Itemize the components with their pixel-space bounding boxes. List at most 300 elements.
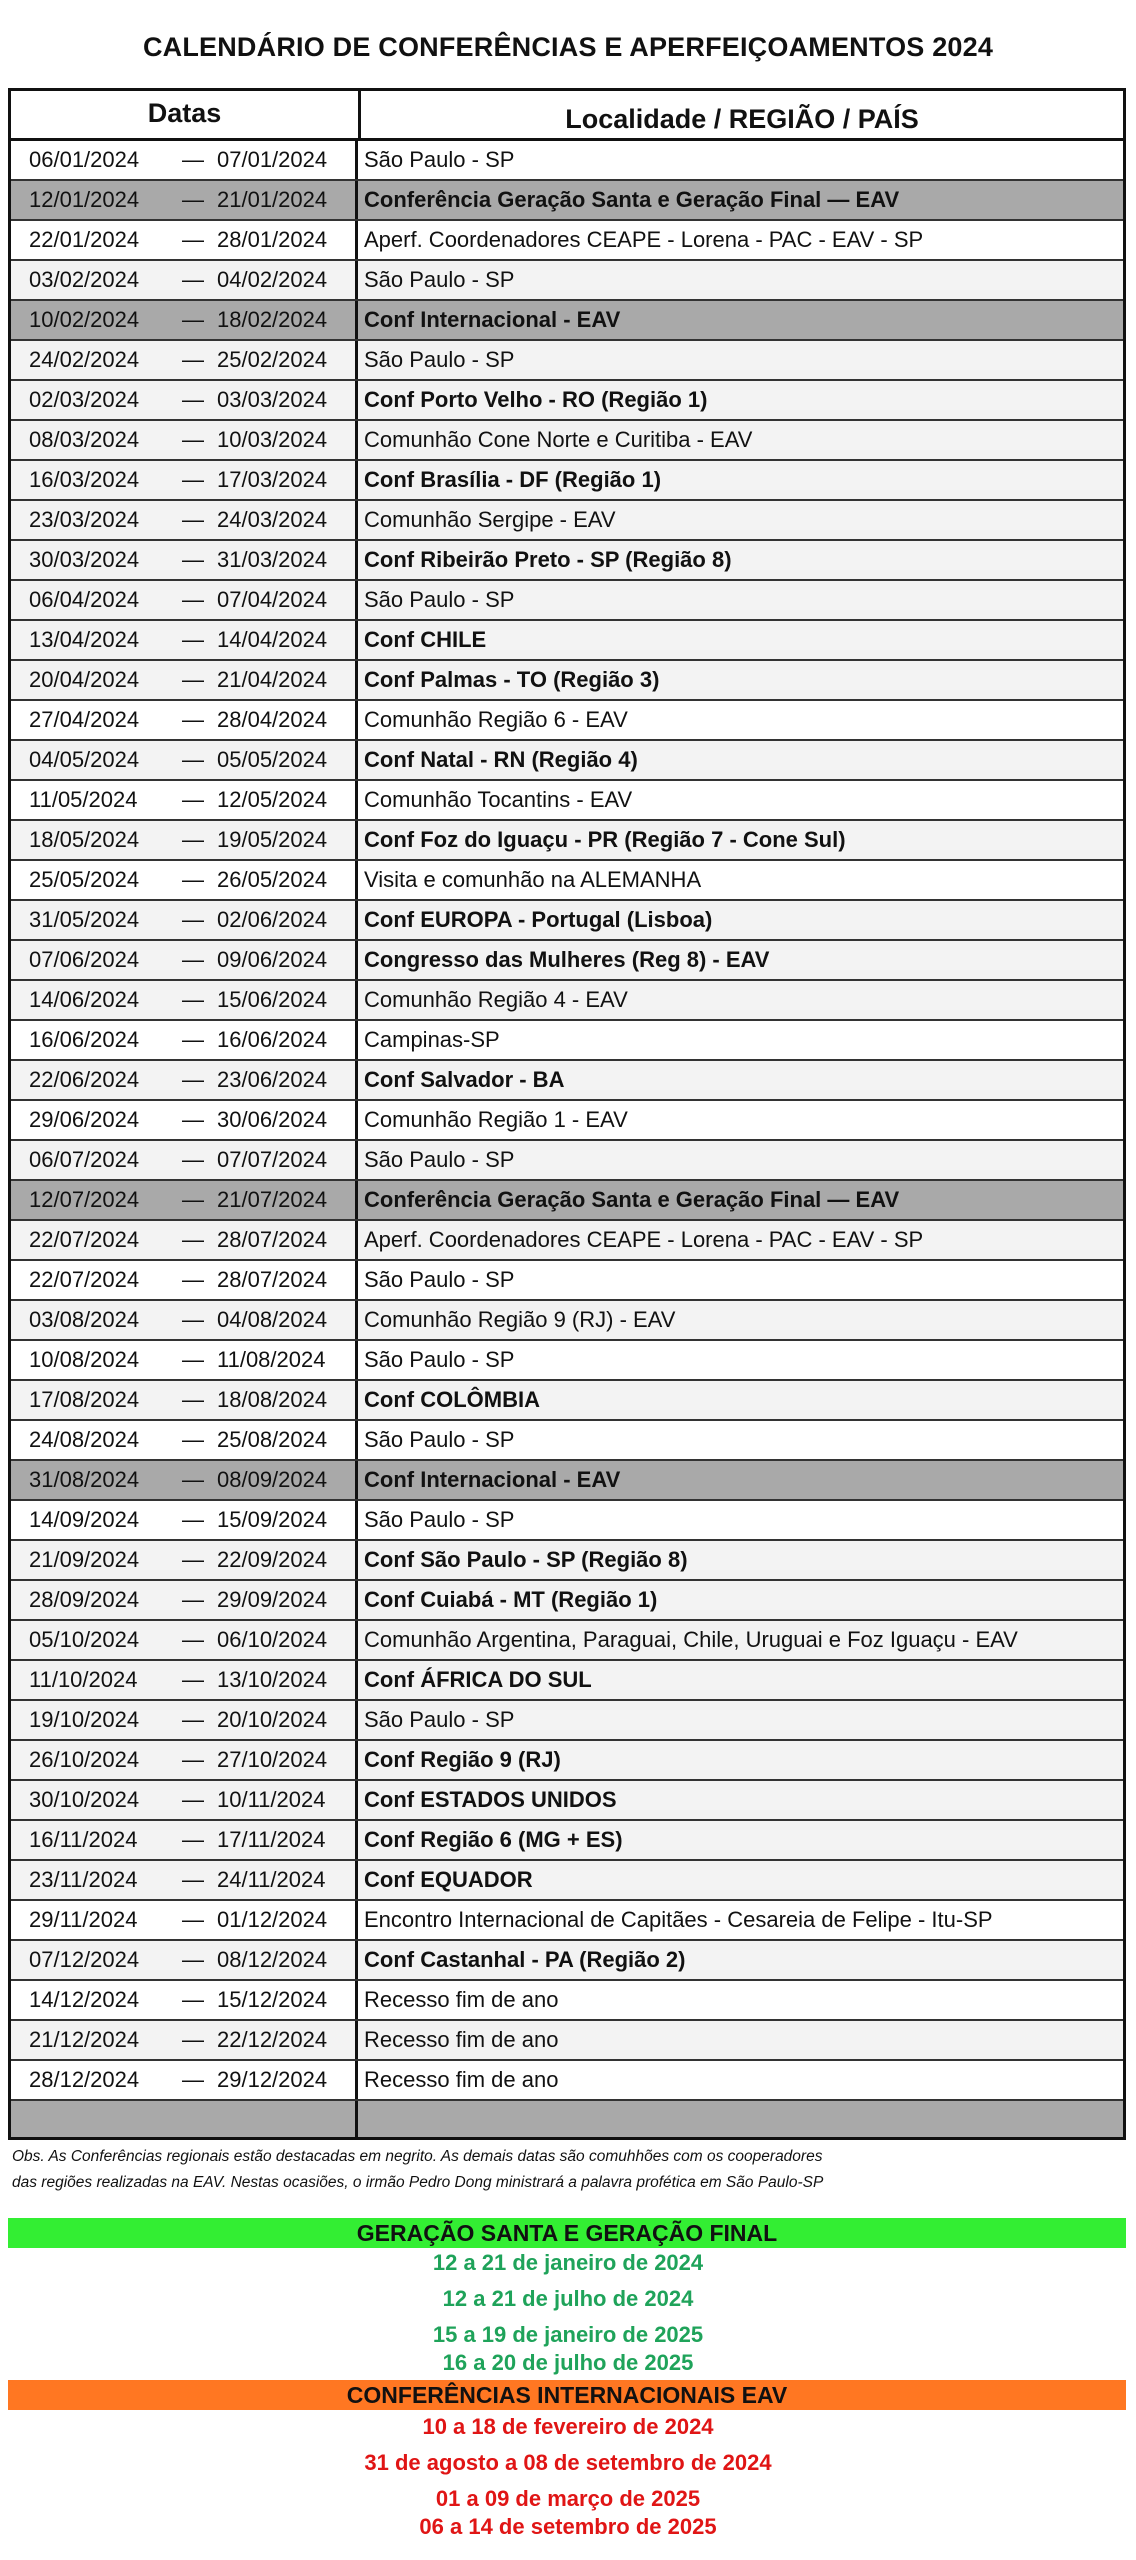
end-date: 22/12/2024 bbox=[217, 2027, 328, 2052]
start-date: 12/07/2024 bbox=[29, 1187, 140, 1212]
location-cell: Recesso fim de ano bbox=[364, 2067, 559, 2092]
date-cell bbox=[11, 821, 358, 859]
location-cell: Comunhão Região 1 - EAV bbox=[364, 1107, 628, 1132]
date-separator: — bbox=[182, 787, 204, 812]
table-row bbox=[11, 261, 1123, 301]
table-row bbox=[11, 221, 1123, 261]
start-date: 12/01/2024 bbox=[29, 187, 140, 212]
end-date: 24/11/2024 bbox=[217, 1867, 326, 1892]
start-date: 14/06/2024 bbox=[29, 987, 140, 1012]
date-cell bbox=[11, 1461, 358, 1499]
location-cell: São Paulo - SP bbox=[364, 1707, 515, 1732]
location-cell: Conferência Geração Santa e Geração Final — EAV bbox=[364, 1187, 900, 1212]
date-cell bbox=[11, 621, 358, 659]
end-date: 25/02/2024 bbox=[217, 347, 328, 372]
start-date: 16/03/2024 bbox=[29, 467, 140, 492]
location-cell: Comunhão Tocantins - EAV bbox=[364, 787, 633, 812]
geracao-date: 15 a 19 de janeiro de 2025 bbox=[432, 2322, 704, 2347]
table-footer-row bbox=[11, 2101, 1123, 2137]
observation-line: Obs. As Conferências regionais estão destacadas em negrito. As demais datas são comuhhões com os cooperadores bbox=[12, 2148, 823, 2165]
start-date: 02/03/2024 bbox=[29, 387, 140, 412]
date-separator: — bbox=[182, 147, 204, 172]
location-cell: São Paulo - SP bbox=[364, 267, 515, 292]
table-row bbox=[11, 1341, 1123, 1381]
date-cell bbox=[11, 1981, 358, 2019]
table-row bbox=[11, 1261, 1123, 1301]
end-date: 07/04/2024 bbox=[217, 587, 328, 612]
date-separator: — bbox=[182, 1787, 204, 1812]
start-date: 27/04/2024 bbox=[29, 707, 140, 732]
start-date: 06/07/2024 bbox=[29, 1147, 140, 1172]
end-date: 08/09/2024 bbox=[217, 1467, 328, 1492]
date-separator: — bbox=[182, 947, 204, 972]
start-date: 16/11/2024 bbox=[29, 1827, 138, 1852]
end-date: 14/04/2024 bbox=[217, 627, 328, 652]
page-title: CALENDÁRIO DE CONFERÊNCIAS E APERFEIÇOAMENTOS 2024 bbox=[142, 32, 994, 62]
start-date: 24/02/2024 bbox=[29, 347, 140, 372]
end-date: 10/03/2024 bbox=[217, 427, 328, 452]
table-row bbox=[11, 1741, 1123, 1781]
start-date: 29/11/2024 bbox=[29, 1907, 138, 1932]
table-row bbox=[11, 581, 1123, 621]
date-separator: — bbox=[182, 1907, 204, 1932]
table-row bbox=[11, 781, 1123, 821]
location-cell: Conf Ribeirão Preto - SP (Região 8) bbox=[364, 547, 732, 572]
location-cell: Conf Brasília - DF (Região 1) bbox=[364, 467, 662, 492]
start-date: 20/04/2024 bbox=[29, 667, 140, 692]
end-date: 21/07/2024 bbox=[217, 1187, 328, 1212]
end-date: 19/05/2024 bbox=[217, 827, 328, 852]
start-date: 07/06/2024 bbox=[29, 947, 140, 972]
location-cell: Conf Cuiabá - MT (Região 1) bbox=[364, 1587, 658, 1612]
start-date: 14/12/2024 bbox=[29, 1987, 140, 2012]
date-cell bbox=[11, 1781, 358, 1819]
header-location: Localidade / REGIÃO / PAÍS bbox=[565, 104, 919, 134]
date-separator: — bbox=[182, 1107, 204, 1132]
date-separator: — bbox=[182, 667, 204, 692]
end-date: 28/04/2024 bbox=[217, 707, 328, 732]
date-cell bbox=[11, 1301, 358, 1339]
location-cell: Conf EQUADOR bbox=[364, 1867, 533, 1892]
geracao-date: 12 a 21 de janeiro de 2024 bbox=[432, 2250, 704, 2275]
date-separator: — bbox=[182, 467, 204, 492]
location-cell: Conferência Geração Santa e Geração Final — EAV bbox=[364, 187, 900, 212]
end-date: 09/06/2024 bbox=[217, 947, 328, 972]
table-row bbox=[11, 821, 1123, 861]
date-separator: — bbox=[182, 1667, 204, 1692]
date-separator: — bbox=[182, 747, 204, 772]
date-separator: — bbox=[182, 1827, 204, 1852]
date-cell bbox=[11, 141, 358, 179]
date-cell bbox=[11, 1341, 358, 1379]
location-cell: Aperf. Coordenadores CEAPE - Lorena - PAC - EAV - SP bbox=[364, 227, 924, 252]
date-cell bbox=[11, 461, 358, 499]
start-date: 29/06/2024 bbox=[29, 1107, 140, 1132]
location-cell: Conf São Paulo - SP (Região 8) bbox=[364, 1547, 688, 1572]
date-separator: — bbox=[182, 2067, 204, 2092]
table-row bbox=[11, 141, 1123, 181]
observation-line: das regiões realizadas na EAV. Nestas ocasiões, o irmão Pedro Dong ministrará a palavra profética em São Paulo-SP bbox=[12, 2174, 824, 2191]
end-date: 29/12/2024 bbox=[217, 2067, 328, 2092]
end-date: 16/06/2024 bbox=[217, 1027, 328, 1052]
end-date: 29/09/2024 bbox=[217, 1587, 328, 1612]
table-row bbox=[11, 1061, 1123, 1101]
start-date: 24/08/2024 bbox=[29, 1427, 140, 1452]
date-cell bbox=[11, 701, 358, 739]
start-date: 21/09/2024 bbox=[29, 1547, 140, 1572]
date-separator: — bbox=[182, 347, 204, 372]
end-date: 18/08/2024 bbox=[217, 1387, 328, 1412]
table-row bbox=[11, 1661, 1123, 1701]
date-separator: — bbox=[182, 1627, 204, 1652]
date-cell bbox=[11, 1181, 358, 1219]
date-separator: — bbox=[182, 1387, 204, 1412]
date-cell bbox=[11, 181, 358, 219]
location-cell: Conf Palmas - TO (Região 3) bbox=[364, 667, 660, 692]
table-row bbox=[11, 701, 1123, 741]
date-cell bbox=[11, 1541, 358, 1579]
table-header bbox=[11, 91, 1123, 141]
date-cell bbox=[11, 341, 358, 379]
date-cell bbox=[11, 581, 358, 619]
date-separator: — bbox=[182, 987, 204, 1012]
location-cell: Conf COLÔMBIA bbox=[364, 1387, 540, 1412]
table-row bbox=[11, 1541, 1123, 1581]
date-separator: — bbox=[182, 427, 204, 452]
date-separator: — bbox=[182, 1067, 204, 1092]
end-date: 21/01/2024 bbox=[217, 187, 328, 212]
location-cell: São Paulo - SP bbox=[364, 1427, 515, 1452]
geracao-date: 12 a 21 de julho de 2024 bbox=[442, 2286, 694, 2311]
internacional-date: 31 de agosto a 08 de setembro de 2024 bbox=[364, 2450, 772, 2475]
table-row bbox=[11, 461, 1123, 501]
location-cell: Comunhão Região 6 - EAV bbox=[364, 707, 628, 732]
date-cell bbox=[11, 901, 358, 939]
footer-cell-location bbox=[358, 2101, 1123, 2137]
start-date: 23/03/2024 bbox=[29, 507, 140, 532]
table-row bbox=[11, 381, 1123, 421]
location-cell: Conf Castanhal - PA (Região 2) bbox=[364, 1947, 686, 1972]
date-cell bbox=[11, 1741, 358, 1779]
location-cell: Comunhão Argentina, Paraguai, Chile, Uruguai e Foz Iguaçu - EAV bbox=[364, 1627, 1018, 1652]
end-date: 28/07/2024 bbox=[217, 1267, 328, 1292]
end-date: 02/06/2024 bbox=[217, 907, 328, 932]
table-row bbox=[11, 1141, 1123, 1181]
start-date: 23/11/2024 bbox=[29, 1867, 138, 1892]
start-date: 08/03/2024 bbox=[29, 427, 140, 452]
date-separator: — bbox=[182, 587, 204, 612]
start-date: 10/02/2024 bbox=[29, 307, 140, 332]
location-cell: Visita e comunhão na ALEMANHA bbox=[364, 867, 702, 892]
end-date: 28/01/2024 bbox=[217, 227, 328, 252]
observation-note bbox=[12, 2144, 1122, 2196]
location-cell: São Paulo - SP bbox=[364, 1147, 515, 1172]
date-separator: — bbox=[182, 867, 204, 892]
date-separator: — bbox=[182, 1267, 204, 1292]
location-cell: Comunhão Sergipe - EAV bbox=[364, 507, 616, 532]
location-cell: Conf CHILE bbox=[364, 627, 487, 652]
table-row bbox=[11, 1781, 1123, 1821]
date-separator: — bbox=[182, 627, 204, 652]
start-date: 28/09/2024 bbox=[29, 1587, 140, 1612]
date-separator: — bbox=[182, 827, 204, 852]
date-separator: — bbox=[182, 507, 204, 532]
date-separator: — bbox=[182, 1587, 204, 1612]
date-separator: — bbox=[182, 1867, 204, 1892]
end-date: 06/10/2024 bbox=[217, 1627, 328, 1652]
table-row bbox=[11, 1101, 1123, 1141]
start-date: 30/03/2024 bbox=[29, 547, 140, 572]
table-row bbox=[11, 1181, 1123, 1221]
table-row bbox=[11, 2021, 1123, 2061]
location-cell: Recesso fim de ano bbox=[364, 2027, 559, 2052]
date-separator: — bbox=[182, 1467, 204, 1492]
end-date: 20/10/2024 bbox=[217, 1707, 328, 1732]
end-date: 22/09/2024 bbox=[217, 1547, 328, 1572]
internacionais-heading: CONFERÊNCIAS INTERNACIONAIS EAV bbox=[8, 2380, 1126, 2410]
date-separator: — bbox=[182, 307, 204, 332]
location-cell: Comunhão Região 9 (RJ) - EAV bbox=[364, 1307, 676, 1332]
start-date: 16/06/2024 bbox=[29, 1027, 140, 1052]
geracao-heading: GERAÇÃO SANTA E GERAÇÃO FINAL bbox=[8, 2218, 1126, 2248]
end-date: 05/05/2024 bbox=[217, 747, 328, 772]
internacional-date: 01 a 09 de março de 2025 bbox=[435, 2486, 701, 2511]
location-cell: Recesso fim de ano bbox=[364, 1987, 559, 2012]
date-cell bbox=[11, 1221, 358, 1259]
end-date: 17/11/2024 bbox=[217, 1827, 326, 1852]
header-dates: Datas bbox=[11, 91, 361, 138]
table-row bbox=[11, 941, 1123, 981]
date-cell bbox=[11, 1661, 358, 1699]
end-date: 15/09/2024 bbox=[217, 1507, 328, 1532]
date-separator: — bbox=[182, 547, 204, 572]
date-cell bbox=[11, 421, 358, 459]
location-cell: Conf Salvador - BA bbox=[364, 1067, 565, 1092]
table-row bbox=[11, 621, 1123, 661]
start-date: 30/10/2024 bbox=[29, 1787, 140, 1812]
location-cell: Conf Internacional - EAV bbox=[364, 307, 621, 332]
start-date: 03/02/2024 bbox=[29, 267, 140, 292]
date-separator: — bbox=[182, 187, 204, 212]
start-date: 07/12/2024 bbox=[29, 1947, 140, 1972]
end-date: 15/06/2024 bbox=[217, 987, 328, 1012]
date-cell bbox=[11, 661, 358, 699]
end-date: 07/01/2024 bbox=[217, 147, 328, 172]
start-date: 31/08/2024 bbox=[29, 1467, 140, 1492]
geracao-date: 16 a 20 de julho de 2025 bbox=[442, 2350, 694, 2375]
schedule-table bbox=[8, 88, 1126, 2140]
location-cell: Comunhão Região 4 - EAV bbox=[364, 987, 628, 1012]
date-separator: — bbox=[182, 1187, 204, 1212]
end-date: 12/05/2024 bbox=[217, 787, 328, 812]
date-cell bbox=[11, 1701, 358, 1739]
start-date: 31/05/2024 bbox=[29, 907, 140, 932]
start-date: 06/01/2024 bbox=[29, 147, 140, 172]
date-separator: — bbox=[182, 707, 204, 732]
date-separator: — bbox=[182, 907, 204, 932]
location-cell: Campinas-SP bbox=[364, 1027, 500, 1052]
start-date: 17/08/2024 bbox=[29, 1387, 140, 1412]
end-date: 10/11/2024 bbox=[217, 1787, 326, 1812]
location-cell: Conf EUROPA - Portugal (Lisboa) bbox=[364, 907, 713, 932]
table-row bbox=[11, 901, 1123, 941]
date-cell bbox=[11, 741, 358, 779]
table-row bbox=[11, 981, 1123, 1021]
start-date: 03/08/2024 bbox=[29, 1307, 140, 1332]
date-separator: — bbox=[182, 1747, 204, 1772]
location-cell: Conf Região 9 (RJ) bbox=[364, 1747, 561, 1772]
end-date: 21/04/2024 bbox=[217, 667, 328, 692]
end-date: 08/12/2024 bbox=[217, 1947, 328, 1972]
location-cell: Aperf. Coordenadores CEAPE - Lorena - PAC - EAV - SP bbox=[364, 1227, 924, 1252]
date-separator: — bbox=[182, 1427, 204, 1452]
start-date: 10/08/2024 bbox=[29, 1347, 140, 1372]
start-date: 11/05/2024 bbox=[29, 787, 138, 812]
location-cell: São Paulo - SP bbox=[364, 587, 515, 612]
date-cell bbox=[11, 1061, 358, 1099]
table-row bbox=[11, 301, 1123, 341]
date-cell bbox=[11, 1901, 358, 1939]
table-row bbox=[11, 1621, 1123, 1661]
date-separator: — bbox=[182, 1507, 204, 1532]
table-row bbox=[11, 1301, 1123, 1341]
location-cell: Conf ESTADOS UNIDOS bbox=[364, 1787, 617, 1812]
location-cell: Conf Natal - RN (Região 4) bbox=[364, 747, 638, 772]
table-row bbox=[11, 1941, 1123, 1981]
table-row bbox=[11, 1981, 1123, 2021]
date-cell bbox=[11, 1501, 358, 1539]
date-separator: — bbox=[182, 227, 204, 252]
table-row bbox=[11, 1021, 1123, 1061]
start-date: 26/10/2024 bbox=[29, 1747, 140, 1772]
start-date: 18/05/2024 bbox=[29, 827, 140, 852]
table-row bbox=[11, 1221, 1123, 1261]
end-date: 11/08/2024 bbox=[217, 1347, 326, 1372]
table-row bbox=[11, 1821, 1123, 1861]
date-cell bbox=[11, 1941, 358, 1979]
end-date: 26/05/2024 bbox=[217, 867, 328, 892]
date-separator: — bbox=[182, 1947, 204, 1972]
table-row bbox=[11, 421, 1123, 461]
table-row bbox=[11, 1421, 1123, 1461]
date-cell bbox=[11, 1621, 358, 1659]
date-separator: — bbox=[182, 1027, 204, 1052]
table-row bbox=[11, 1701, 1123, 1741]
date-cell bbox=[11, 2061, 358, 2099]
start-date: 04/05/2024 bbox=[29, 747, 140, 772]
date-cell bbox=[11, 1261, 358, 1299]
table-row bbox=[11, 2061, 1123, 2101]
start-date: 05/10/2024 bbox=[29, 1627, 140, 1652]
date-separator: — bbox=[182, 1227, 204, 1252]
location-cell: Comunhão Cone Norte e Curitiba - EAV bbox=[364, 427, 753, 452]
table-row bbox=[11, 1581, 1123, 1621]
internacional-date: 10 a 18 de fevereiro de 2024 bbox=[422, 2414, 714, 2439]
location-cell: Congresso das Mulheres (Reg 8) - EAV bbox=[364, 947, 770, 972]
end-date: 31/03/2024 bbox=[217, 547, 328, 572]
location-cell: Conf Região 6 (MG + ES) bbox=[364, 1827, 623, 1852]
location-cell: São Paulo - SP bbox=[364, 347, 515, 372]
date-cell bbox=[11, 1581, 358, 1619]
date-separator: — bbox=[182, 1987, 204, 2012]
location-cell: São Paulo - SP bbox=[364, 147, 515, 172]
end-date: 25/08/2024 bbox=[217, 1427, 328, 1452]
location-cell: São Paulo - SP bbox=[364, 1347, 515, 1372]
footer-cell-dates bbox=[11, 2101, 358, 2137]
end-date: 15/12/2024 bbox=[217, 1987, 328, 2012]
start-date: 22/01/2024 bbox=[29, 227, 140, 252]
start-date: 19/10/2024 bbox=[29, 1707, 140, 1732]
location-cell: Conf Foz do Iguaçu - PR (Região 7 - Cone Sul) bbox=[364, 827, 846, 852]
table-row bbox=[11, 541, 1123, 581]
table-row bbox=[11, 341, 1123, 381]
start-date: 21/12/2024 bbox=[29, 2027, 140, 2052]
end-date: 04/02/2024 bbox=[217, 267, 328, 292]
end-date: 04/08/2024 bbox=[217, 1307, 328, 1332]
date-cell bbox=[11, 1861, 358, 1899]
date-cell bbox=[11, 541, 358, 579]
date-cell bbox=[11, 261, 358, 299]
end-date: 23/06/2024 bbox=[217, 1067, 328, 1092]
date-cell bbox=[11, 2021, 358, 2059]
internacional-date: 06 a 14 de setembro de 2025 bbox=[419, 2514, 717, 2539]
location-cell: São Paulo - SP bbox=[364, 1507, 515, 1532]
location-cell: Encontro Internacional de Capitães - Cesareia de Felipe - Itu-SP bbox=[364, 1907, 993, 1932]
date-separator: — bbox=[182, 1347, 204, 1372]
end-date: 30/06/2024 bbox=[217, 1107, 328, 1132]
date-cell bbox=[11, 221, 358, 259]
end-date: 27/10/2024 bbox=[217, 1747, 328, 1772]
start-date: 25/05/2024 bbox=[29, 867, 140, 892]
table-row bbox=[11, 741, 1123, 781]
end-date: 13/10/2024 bbox=[217, 1667, 328, 1692]
table-body bbox=[11, 141, 1123, 2101]
date-cell bbox=[11, 381, 358, 419]
date-cell bbox=[11, 941, 358, 979]
date-cell bbox=[11, 1021, 358, 1059]
start-date: 22/07/2024 bbox=[29, 1227, 140, 1252]
date-separator: — bbox=[182, 267, 204, 292]
table-row bbox=[11, 1461, 1123, 1501]
date-cell bbox=[11, 1141, 358, 1179]
end-date: 24/03/2024 bbox=[217, 507, 328, 532]
date-separator: — bbox=[182, 387, 204, 412]
table-row bbox=[11, 861, 1123, 901]
start-date: 06/04/2024 bbox=[29, 587, 140, 612]
date-cell bbox=[11, 781, 358, 819]
table-row bbox=[11, 181, 1123, 221]
location-cell: Conf ÁFRICA DO SUL bbox=[364, 1667, 592, 1692]
start-date: 11/10/2024 bbox=[29, 1667, 138, 1692]
end-date: 07/07/2024 bbox=[217, 1147, 328, 1172]
end-date: 17/03/2024 bbox=[217, 467, 328, 492]
date-separator: — bbox=[182, 1707, 204, 1732]
table-row bbox=[11, 661, 1123, 701]
start-date: 13/04/2024 bbox=[29, 627, 140, 652]
date-cell bbox=[11, 501, 358, 539]
end-date: 18/02/2024 bbox=[217, 307, 328, 332]
start-date: 14/09/2024 bbox=[29, 1507, 140, 1532]
date-separator: — bbox=[182, 1307, 204, 1332]
table-row bbox=[11, 1501, 1123, 1541]
date-separator: — bbox=[182, 1547, 204, 1572]
date-separator: — bbox=[182, 2027, 204, 2052]
table-row bbox=[11, 1381, 1123, 1421]
date-cell bbox=[11, 861, 358, 899]
end-date: 03/03/2024 bbox=[217, 387, 328, 412]
end-date: 01/12/2024 bbox=[217, 1907, 328, 1932]
table-row bbox=[11, 501, 1123, 541]
